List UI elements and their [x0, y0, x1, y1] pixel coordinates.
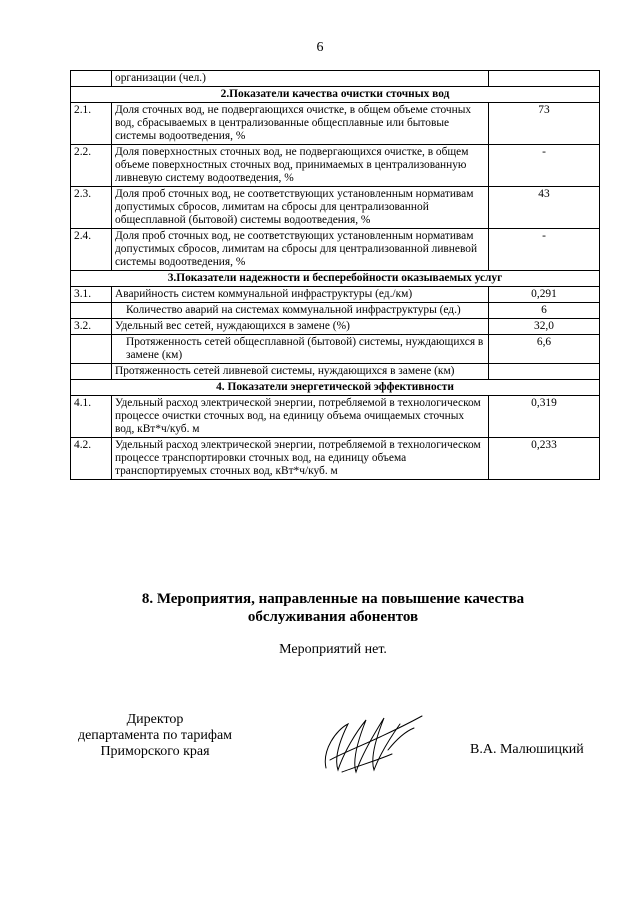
table-row [71, 335, 600, 364]
row-number: 4.2. [71, 438, 112, 480]
section-4-title: 4. Показатели энергетической эффективности [71, 380, 600, 396]
row-value: 0,233 [489, 438, 600, 480]
table-row [71, 187, 600, 229]
table-row [71, 303, 600, 319]
table-row [71, 145, 600, 187]
table-row [71, 364, 600, 380]
row-text: Доля проб сточных вод, не соответствующих установленным нормативам допустимых сбросов, лимитам на сбросы для централизованной общесплавной (бытовой) системы водоотведения, % [112, 187, 489, 229]
handwritten-signature-icon [318, 710, 428, 780]
row-value: 0,319 [489, 396, 600, 438]
row-text: Количество аварий на системах коммунальной инфраструктуры (ед.) [112, 303, 489, 319]
row-number [71, 335, 112, 364]
row-value [489, 364, 600, 380]
position-line2: департамента по тарифам [77, 728, 233, 743]
row-value: - [489, 229, 600, 271]
table-row [71, 103, 600, 145]
section-header-row [71, 271, 600, 287]
row-text: Доля поверхностных сточных вод, не подвергающихся очистке, в общем объеме поверхностных сточных вод, принимаемых в централизованную ливневую систему водоотведения, % [112, 145, 489, 187]
row-text: Удельный вес сетей, нуждающихся в замене (%) [112, 319, 489, 335]
row-text: Протяженность сетей ливневой системы, нуждающихся в замене (км) [112, 364, 489, 380]
table-row [71, 229, 600, 271]
row-number: 3.2. [71, 319, 112, 335]
section-header-row [71, 87, 600, 103]
section-2-title: 2.Показатели качества очистки сточных вод [71, 87, 600, 103]
row-number: 2.3. [71, 187, 112, 229]
section-header-row [71, 380, 600, 396]
indicators-table [70, 70, 600, 480]
row-number: 3.1. [71, 287, 112, 303]
row-value: 73 [489, 103, 600, 145]
row-value: - [489, 145, 600, 187]
row-text: Удельный расход электрической энергии, потребляемой в технологическом процессе очистки сточных вод, на единицу объема очищаемых сточных вод, кВт*ч/куб. м [112, 396, 489, 438]
section-8-title-line2: обслуживания абонентов [247, 609, 419, 625]
section-8-heading [0, 590, 640, 626]
section-8-body: Мероприятий нет. [279, 642, 387, 657]
row-value: 43 [489, 187, 600, 229]
table-row [71, 319, 600, 335]
row-number [71, 364, 112, 380]
row-value: 6 [489, 303, 600, 319]
row-text: Аварийность систем коммунальной инфраструктуры (ед./км) [112, 287, 489, 303]
section-3-title: 3.Показатели надежности и бесперебойности оказываемых услуг [71, 271, 600, 287]
row-text: Доля проб сточных вод, не соответствующих установленным нормативам допустимых сбросов, лимитам на сбросы для централизованной ливневой системы водоотведения, % [112, 229, 489, 271]
section-8-title-line1: 8. Мероприятия, направленные на повышение качества [141, 591, 525, 607]
signatory-position [60, 712, 250, 760]
row-number [71, 71, 112, 87]
row-number: 2.1. [71, 103, 112, 145]
row-number: 2.4. [71, 229, 112, 271]
row-number: 4.1. [71, 396, 112, 438]
table-row [71, 71, 600, 87]
table-row [71, 438, 600, 480]
row-number: 2.2. [71, 145, 112, 187]
table-row [71, 287, 600, 303]
row-value: 6,6 [489, 335, 600, 364]
row-value: 0,291 [489, 287, 600, 303]
row-value: 32,0 [489, 319, 600, 335]
row-text: Удельный расход электрической энергии, потребляемой в технологическом процессе транспортировки сточных вод, на единицу объема транспортируемых сточных вод, кВт*ч/куб. м [112, 438, 489, 480]
position-line3: Приморского края [100, 744, 210, 759]
signatory-name: В.А. Малюшицкий [470, 742, 584, 757]
row-text: Доля сточных вод, не подвергающихся очистке, в общем объеме сточных вод, сбрасываемых в централизованные общесплавные или бытовые системы водоотведения, % [112, 103, 489, 145]
table-row [71, 396, 600, 438]
position-line1: Директор [126, 712, 184, 727]
row-value [489, 71, 600, 87]
page-number: 6 [316, 40, 324, 55]
row-text: организации (чел.) [112, 71, 489, 87]
row-text: Протяженность сетей общесплавной (бытовой) системы, нуждающихся в замене (км) [112, 335, 489, 364]
row-number [71, 303, 112, 319]
